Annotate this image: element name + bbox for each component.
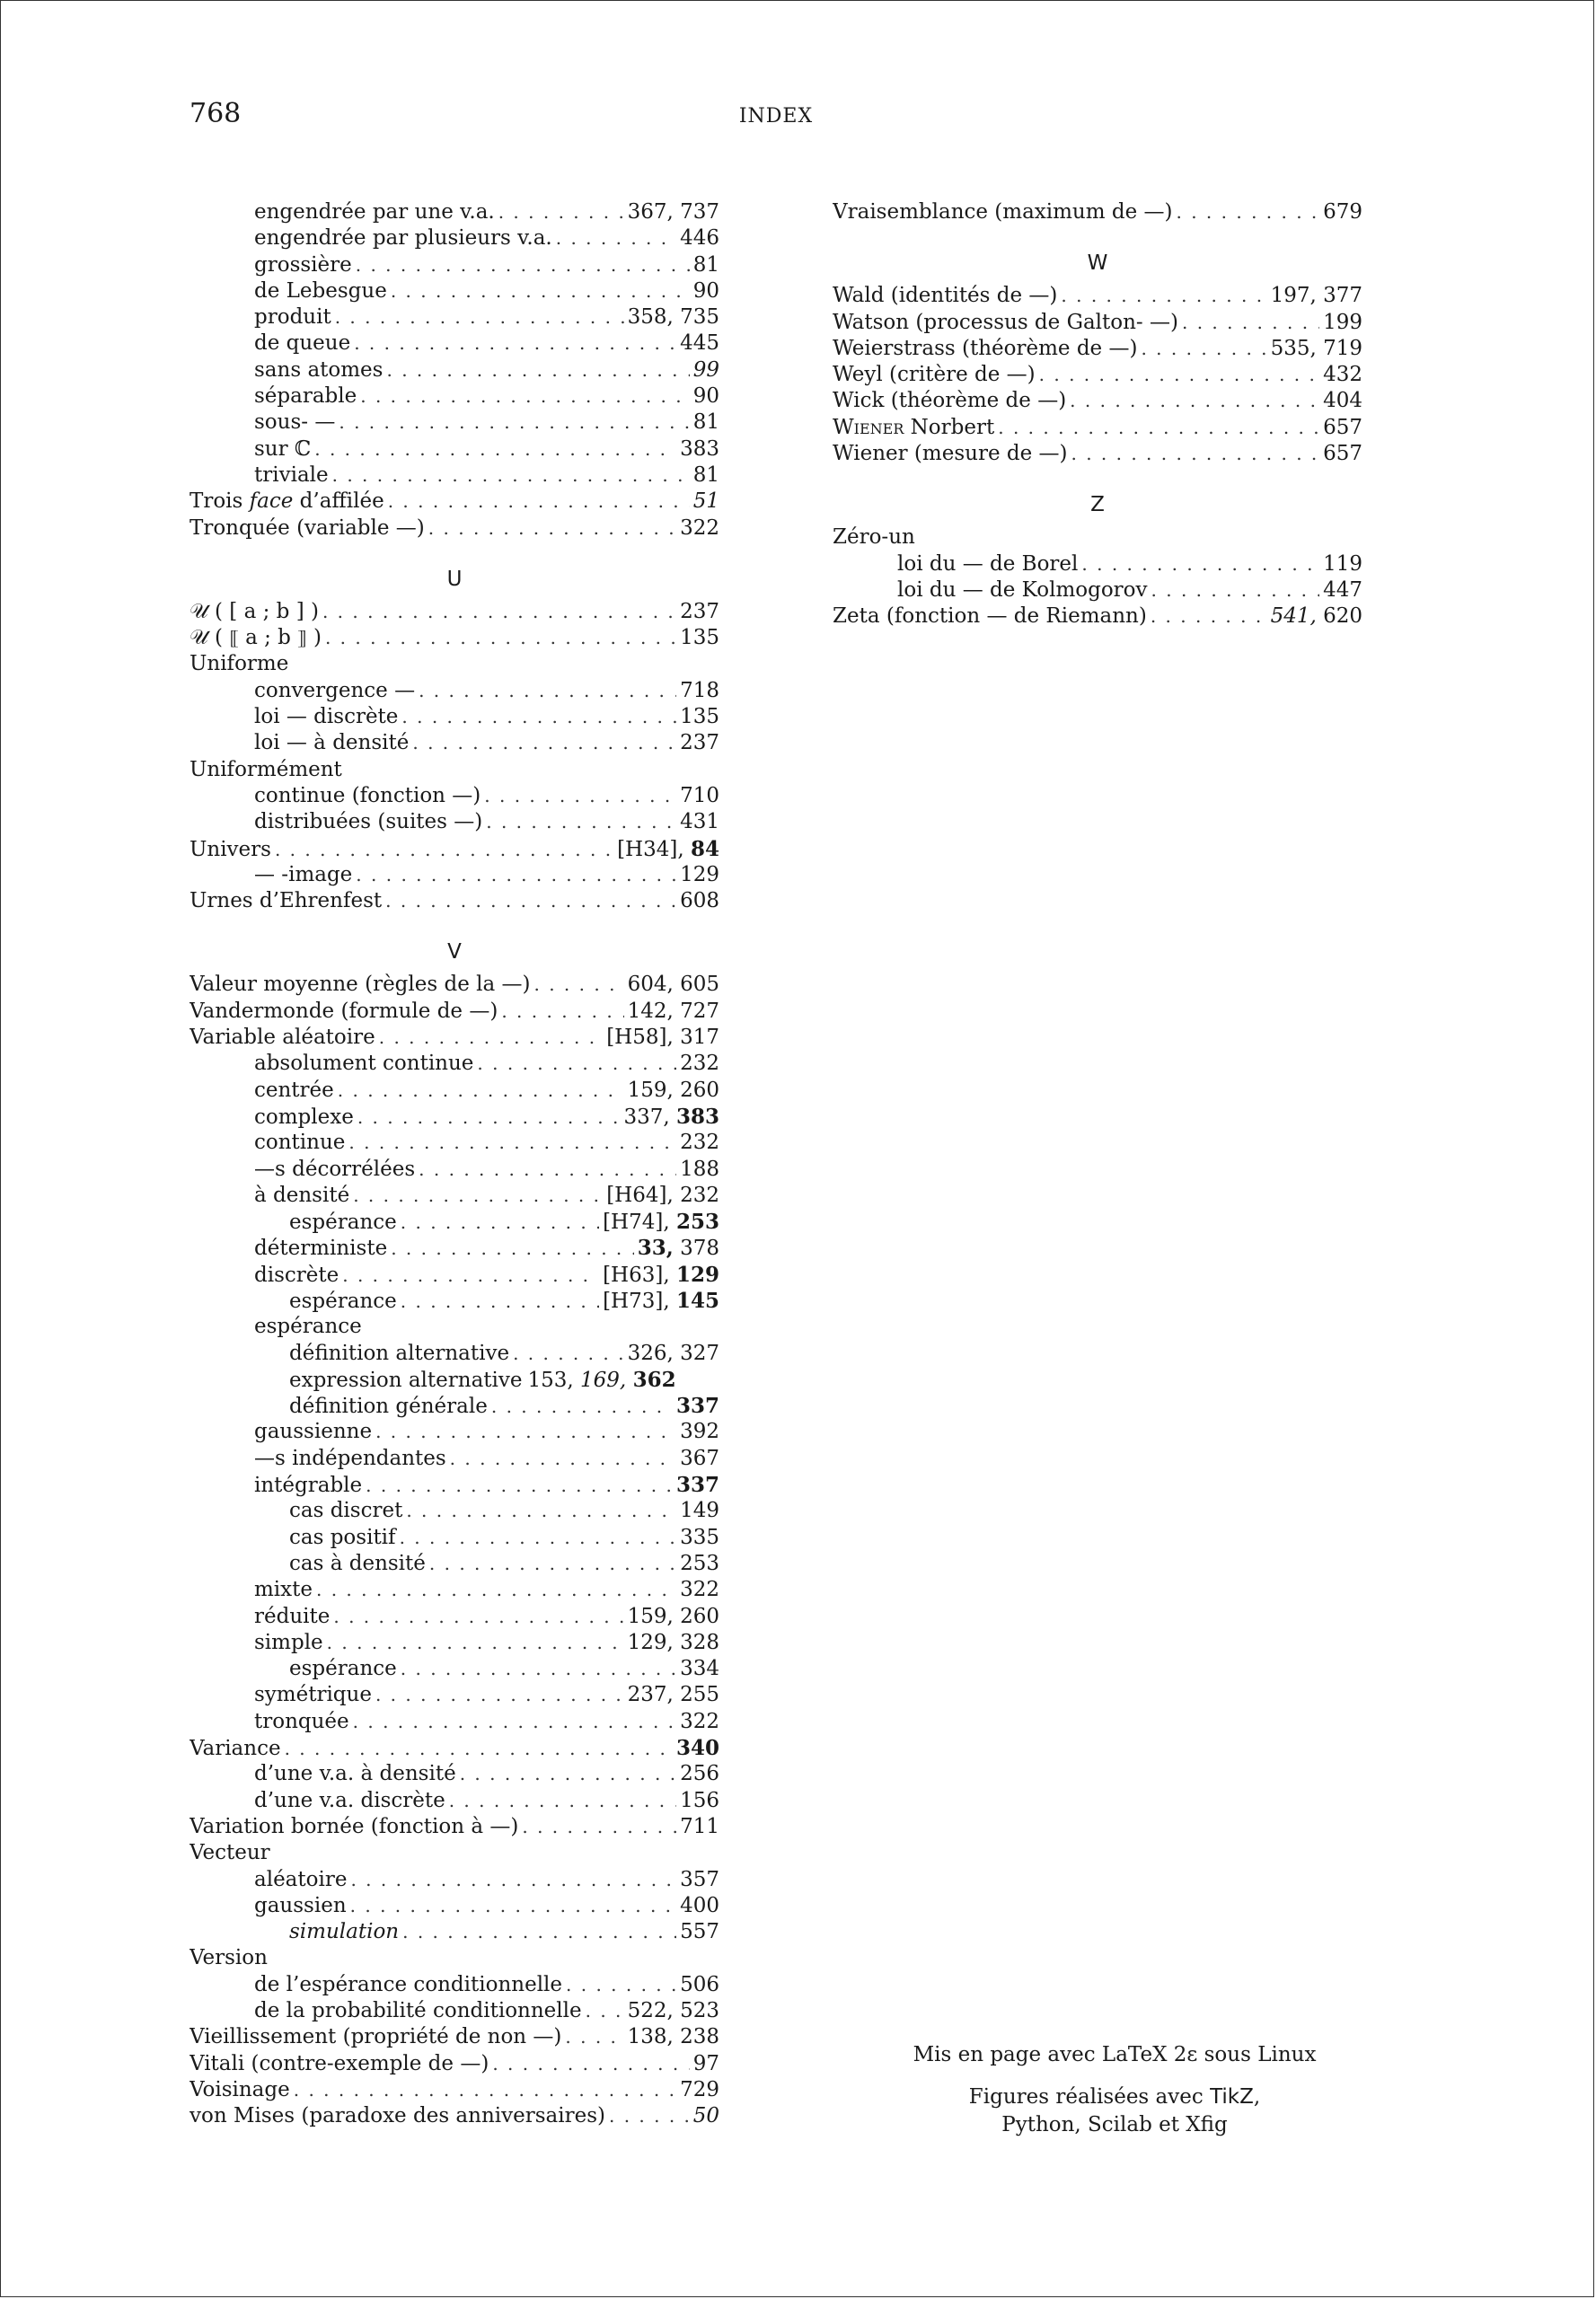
- index-entry: Variable aléatoire . . . [H58], 317: [190, 1025, 719, 1051]
- index-entry: gaussienne . . . 392: [190, 1419, 719, 1445]
- index-entry: Wiener Norbert . . . 657: [833, 415, 1362, 441]
- colophon-typesetting-line: Mis en page avec LaTeX 2ε sous Linux: [913, 2043, 1317, 2066]
- index-entry: Uniformément: [190, 757, 342, 781]
- latex-logo: LaTeX 2ε: [1101, 2043, 1198, 2066]
- index-entry: engendrée par une v.a. . . . 367, 737: [190, 199, 719, 225]
- colophon-tools-line: Python, Scilab et Xfig: [1001, 2113, 1228, 2136]
- index-entry: von Mises (paradoxe des anniversaires) . . . 50: [190, 2103, 719, 2129]
- index-entry: tronquée . . . 322: [190, 1709, 719, 1735]
- index-entry: loi du — de Kolmogorov . . . 447: [833, 577, 1362, 603]
- index-entry: Vandermonde (formule de —) . . . 142, 727: [190, 999, 719, 1025]
- index-entry: grossière . . . 81: [190, 252, 719, 278]
- index-entry: Variation bornée (fonction à —) . . . 711: [190, 1814, 719, 1840]
- index-entry: de queue . . . 445: [190, 330, 719, 357]
- index-entry: loi — à densité . . . 237: [190, 730, 719, 756]
- index-entry: espérance . . . 334: [190, 1656, 719, 1682]
- index-entry: loi du — de Borel . . . 119: [833, 551, 1362, 577]
- index-entry: — -image . . . 129: [190, 862, 719, 888]
- index-entry: Vieillissement (propriété de non —) . . . 138, 238: [190, 2024, 719, 2050]
- index-entry: d’une v.a. discrète . . . 156: [190, 1788, 719, 1814]
- index-entry: absolument continue . . . 232: [190, 1051, 719, 1077]
- index-entry: triviale . . . 81: [190, 462, 719, 489]
- index-entry: mixte . . . 322: [190, 1577, 719, 1603]
- index-entry: espérance . . . [H74], 253: [190, 1209, 719, 1235]
- index-entry: Voisinage . . . 729: [190, 2077, 719, 2103]
- index-entry: d’une v.a. à densité . . . 256: [190, 1761, 719, 1787]
- index-entry: définition alternative . . . 326, 327: [190, 1341, 719, 1367]
- index-entry: réduite . . . 159, 260: [190, 1604, 719, 1630]
- index-entry: de l’espérance conditionnelle . . . 506: [190, 1972, 719, 1998]
- index-entry: Vraisemblance (maximum de —) . . . 679: [833, 199, 1362, 225]
- index-entry: Weierstrass (théorème de —) . . . 535, 719: [833, 336, 1362, 362]
- index-entry: continue (fonction —) . . . 710: [190, 783, 719, 809]
- index-entry: déterministe . . . 33, 378: [190, 1235, 719, 1261]
- index-entry: —s décorrélées . . . 188: [190, 1157, 719, 1183]
- index-entry: Tronquée (variable —) . . . 322: [190, 515, 719, 542]
- index-entry: Weyl (critère de —) . . . 432: [833, 362, 1362, 388]
- index-entry: 𝒰 ( [ a ; b ] ) . . . 237: [190, 599, 719, 625]
- index-entry: gaussien . . . 400: [190, 1893, 719, 1919]
- index-entry: Valeur moyenne (règles de la —) . . . 604, 605: [190, 972, 719, 998]
- index-entry: simulation . . . 557: [190, 1919, 719, 1945]
- index-entry: loi — discrète . . . 135: [190, 704, 719, 730]
- index-entry: Zeta (fonction — de Riemann) . . . 541, 620: [833, 603, 1362, 630]
- index-entry: Version: [190, 1946, 268, 1970]
- index-entry: aléatoire . . . 357: [190, 1867, 719, 1893]
- index-entry: expression alternative 153, 169, 362: [289, 1367, 676, 1392]
- page-header: [190, 98, 1362, 134]
- index-column-left: [190, 199, 719, 2129]
- index-entry: Trois face d’affilée . . . 51: [190, 489, 719, 515]
- index-entry: Univers . . . [H34], 84: [190, 836, 719, 862]
- page-number: 768: [190, 98, 242, 129]
- colophon: [863, 2041, 1366, 2139]
- section-heading-w: W: [1087, 251, 1108, 276]
- index-entry: Uniforme: [190, 652, 289, 676]
- index-entry: continue . . . 232: [190, 1130, 719, 1156]
- index-entry: cas positif . . . 335: [190, 1525, 719, 1551]
- index-entry: Wald (identités de —) . . . 197, 377: [833, 283, 1362, 309]
- index-entry: simple . . . 129, 328: [190, 1630, 719, 1656]
- index-entry: engendrée par plusieurs v.a. . . . 446: [190, 225, 719, 251]
- index-entry: distribuées (suites —) . . . 431: [190, 809, 719, 835]
- running-title: INDEX: [738, 105, 814, 128]
- index-entry: sous- — . . . 81: [190, 410, 719, 436]
- index-entry: centrée . . . 159, 260: [190, 1078, 719, 1104]
- index-entry: cas discret . . . 149: [190, 1498, 719, 1524]
- index-entry: Zéro-un: [833, 525, 915, 550]
- index-entry: cas à densité . . . 253: [190, 1551, 719, 1577]
- index-entry: 𝒰 ( ⟦ a ; b ⟧ ) . . . 135: [190, 625, 719, 651]
- index-entry: Vecteur: [190, 1841, 270, 1865]
- index-entry: séparable . . . 90: [190, 383, 719, 410]
- index-entry: Vitali (contre-exemple de —) . . . 97: [190, 2051, 719, 2077]
- index-entry: Wick (théorème de —) . . . 404: [833, 388, 1362, 414]
- index-entry: Urnes d’Ehrenfest . . . 608: [190, 888, 719, 914]
- index-entry: —s indépendantes . . . 367: [190, 1446, 719, 1472]
- index-entry: sur ℂ . . . 383: [190, 436, 719, 462]
- index-column-right: [833, 199, 1362, 630]
- index-entry: de la probabilité conditionnelle . . . 522, 523: [190, 1998, 719, 2024]
- index-entry: Variance . . . 340: [190, 1735, 719, 1761]
- index-entry: symétrique . . . 237, 255: [190, 1682, 719, 1708]
- index-entry: de Lebesgue . . . 90: [190, 278, 719, 304]
- section-heading-v: V: [447, 940, 462, 965]
- index-entry: espérance . . . [H73], 145: [190, 1288, 719, 1314]
- index-entry: Wiener (mesure de —) . . . 657: [833, 441, 1362, 467]
- section-heading-z: Z: [1090, 493, 1105, 517]
- index-entry: espérance: [254, 1315, 362, 1339]
- index-entry: discrète . . . [H63], 129: [190, 1262, 719, 1288]
- index-entry: définition générale . . . 337: [190, 1393, 719, 1419]
- index-entry: sans atomes . . . 99: [190, 357, 719, 383]
- index-entry: complexe . . . 337, 383: [190, 1104, 719, 1130]
- index-entry: convergence — . . . 718: [190, 678, 719, 704]
- index-entry: produit . . . 358, 735: [190, 304, 719, 330]
- section-heading-u: U: [446, 567, 463, 591]
- index-entry: Watson (processus de Galton- —) . . . 199: [833, 310, 1362, 336]
- index-entry: à densité . . . [H64], 232: [190, 1183, 719, 1209]
- colophon-figures-line: Figures réalisées avec TikZ,: [968, 2085, 1261, 2109]
- index-entry: intégrable . . . 337: [190, 1472, 719, 1498]
